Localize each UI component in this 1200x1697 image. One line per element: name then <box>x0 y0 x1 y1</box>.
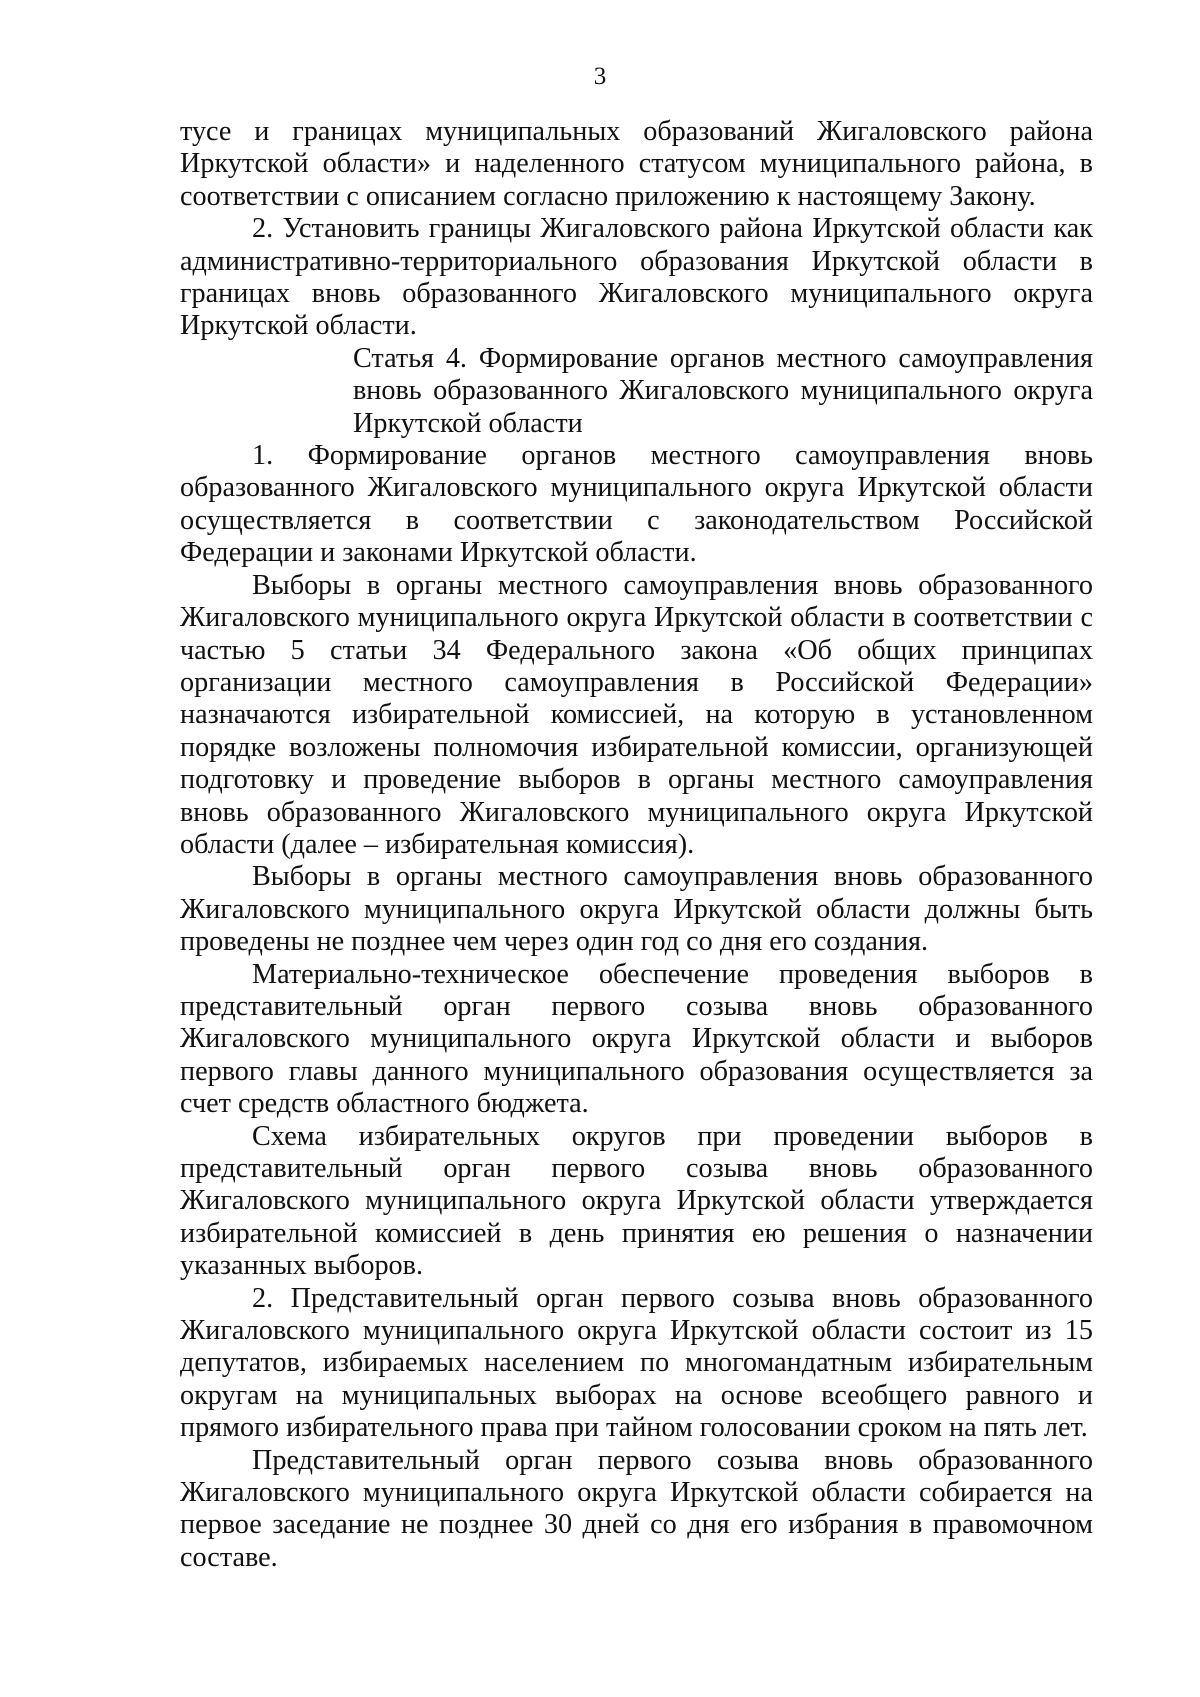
paragraph-district-scheme: Схема избирательных округов при проведении выборов в представительный орган первого созыва вновь образованного Жигаловского муниципального округа Иркутской области утверждается избирательной комиссией в день принятия ею решения о назначении указанных выборов. <box>180 1120 1093 1282</box>
paragraph-elections-appointment: Выборы в органы местного самоуправления вновь образованного Жигаловского муниципального округа Иркутской области в соответствии с частью 5 статьи 34 Федерального закона «Об общих принципах организации местного самоуправления в Российской Федерации» назначаются избирательной комиссией, на которую в установленном порядке возложены полномочия избирательной комиссии, организующей подготовку и проведение выборов в органы местного самоуправления вновь образованного Жигаловского муниципального округа Иркутской области (далее – избирательная комиссия). <box>180 569 1093 860</box>
paragraph-first-session: Представительный орган первого созыва вновь образованного Жигаловского муниципального округа Иркутской области собирается на первое заседание не позднее 30 дней со дня его избрания в правомочном составе. <box>180 1444 1093 1573</box>
paragraph-continuation: тусе и границах муниципальных образований Жигаловского района Иркутской области» и наделенного статусом муниципального района, в соответствии с описанием согласно приложению к настоящему Закону. <box>180 116 1093 212</box>
article-4-title: Формирование органов местного самоуправления вновь образованного Жигаловского муниципального округа Иркутской области <box>353 342 1094 439</box>
paragraph-elections-funding: Материально-техническое обеспечение проведения выборов в представительный орган первого созыва вновь образованного Жигаловского муниципального округа Иркутской области и выборов первого главы данного муниципального образования осуществляется за счет средств областного бюджета. <box>180 958 1093 1120</box>
article-4-heading <box>180 343 1093 440</box>
page-number: 3 <box>593 63 607 90</box>
article-4-label: Статья 4. <box>353 342 467 374</box>
paragraph-point-2-boundaries: 2. Установить границы Жигаловского района Иркутской области как административно-территориального образования Иркутской области в границах вновь образованного Жигаловского муниципального округа Иркутской области. <box>180 213 1093 342</box>
document-body <box>180 116 1093 1574</box>
paragraph-point-1-formation: 1. Формирование органов местного самоуправления вновь образованного Жигаловского муниципального округа Иркутской области осуществляется в соответствии с законодательством Российской Федерации и законами Иркутской области. <box>180 440 1093 569</box>
paragraph-point-2-composition: 2. Представительный орган первого созыва вновь образованного Жигаловского муниципального округа Иркутской области состоит из 15 депутатов, избираемых населением по многомандатным избирательным округам на муниципальных выборах на основе всеобщего равного и прямого избирательного права при тайном голосовании сроком на пять лет. <box>180 1282 1093 1444</box>
paragraph-elections-deadline: Выборы в органы местного самоуправления вновь образованного Жигаловского муниципального округа Иркутской области должны быть проведены не позднее чем через один год со дня его создания. <box>180 861 1093 958</box>
